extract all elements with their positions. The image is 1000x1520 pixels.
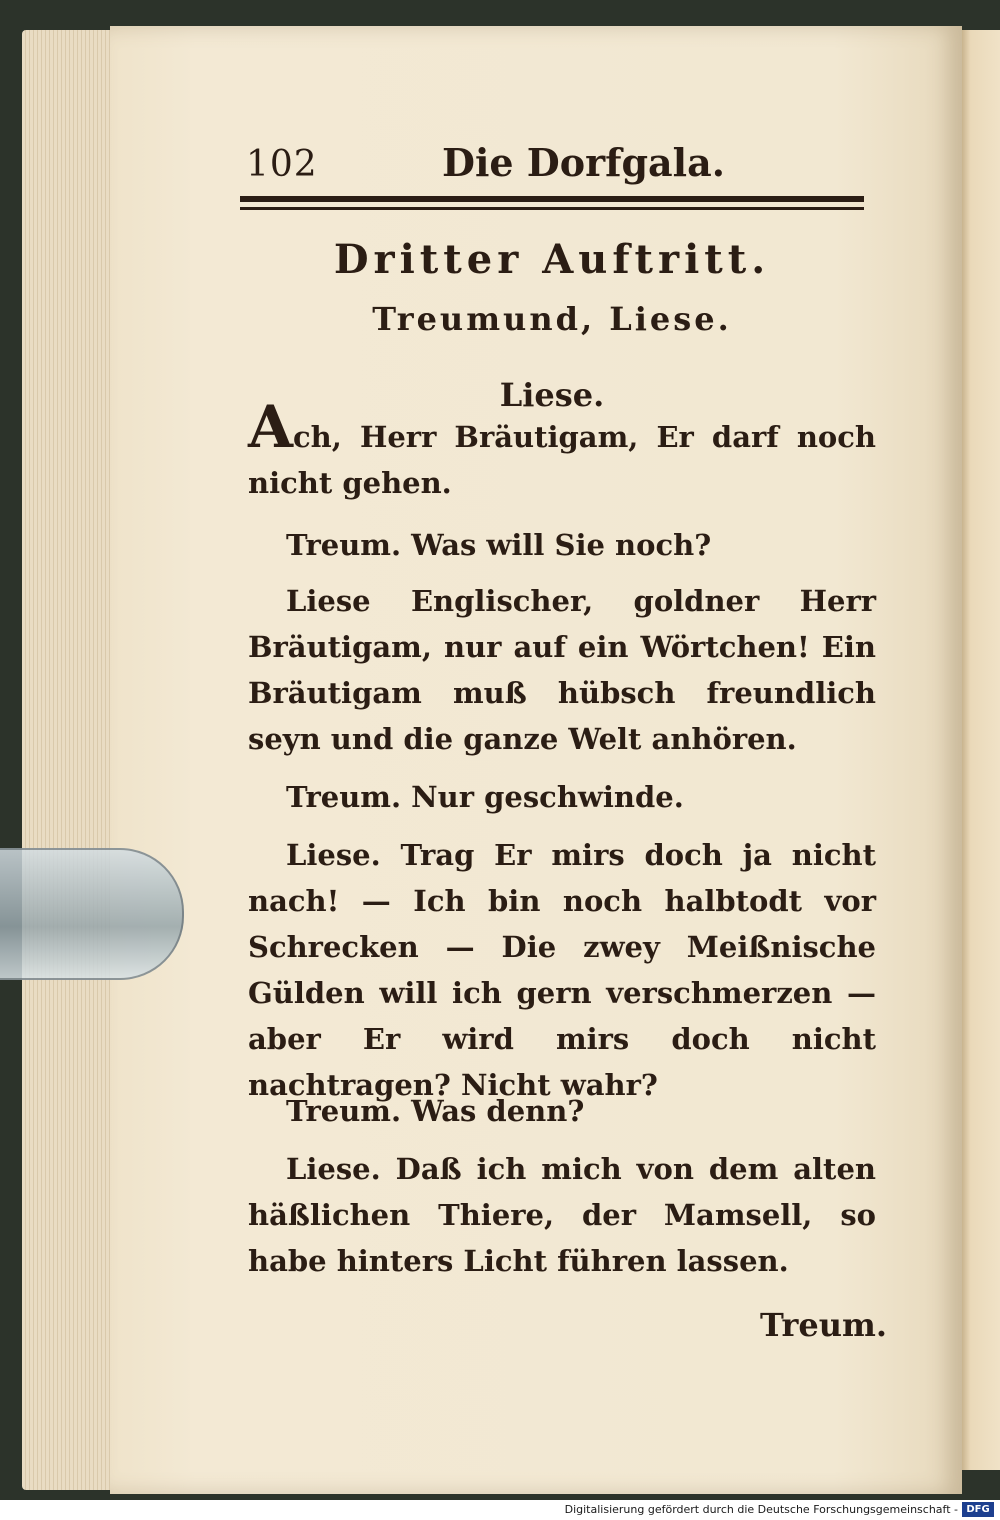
page-number: 102: [246, 144, 318, 185]
footer-credit: Digitalisierung gefördert durch die Deutsche Forschungsgemeinschaft -: [564, 1503, 958, 1516]
scene-title: Dritter Auftritt.: [333, 236, 771, 283]
running-header: [246, 140, 866, 190]
dialogue-paragraph: Treum. Nur geschwinde.: [286, 780, 684, 814]
dialogue-paragraph: Treum. Was will Sie noch?: [286, 528, 712, 562]
header-rule-thick: [240, 196, 864, 202]
facing-page-edge: [958, 30, 1000, 1470]
dialogue-paragraph: Liese. Daß ich mich von dem alten häßlichen Thiere, der Mamsell, so habe hinters Licht führen lassen.: [248, 1152, 876, 1278]
speaker-heading: Liese.: [499, 376, 605, 414]
dialogue-paragraph: Liese. Trag Er mirs doch ja nicht nach! — Ich bin noch halbtodt vor Schrecken — Die zwey Meißnische Gülden will ich gern verschmerzen — aber Er wird mirs doch nicht nachtragen? Nicht wahr?: [248, 838, 876, 1102]
dialogue-paragraph: Treum. Was denn?: [286, 1094, 585, 1128]
dialogue-text: Ach, Herr Bräutigam, Er darf noch nicht gehen.: [248, 393, 876, 500]
header-rule-thin: [240, 207, 864, 210]
page-holder-clip: [0, 848, 184, 980]
scene-persons: Treumund, Liese.: [372, 300, 732, 338]
catchword: Treum.: [760, 1306, 887, 1344]
running-title: Die Dorfgala.: [442, 140, 725, 185]
digitization-footer: [0, 1500, 1000, 1520]
dialogue-paragraph: Liese Englischer, goldner Herr Bräutigam, nur auf ein Wörtchen! Ein Bräutigam muß hübsch freundlich seyn und die ganze Welt anhören.: [248, 584, 876, 756]
dfg-logo: DFG: [962, 1502, 994, 1517]
